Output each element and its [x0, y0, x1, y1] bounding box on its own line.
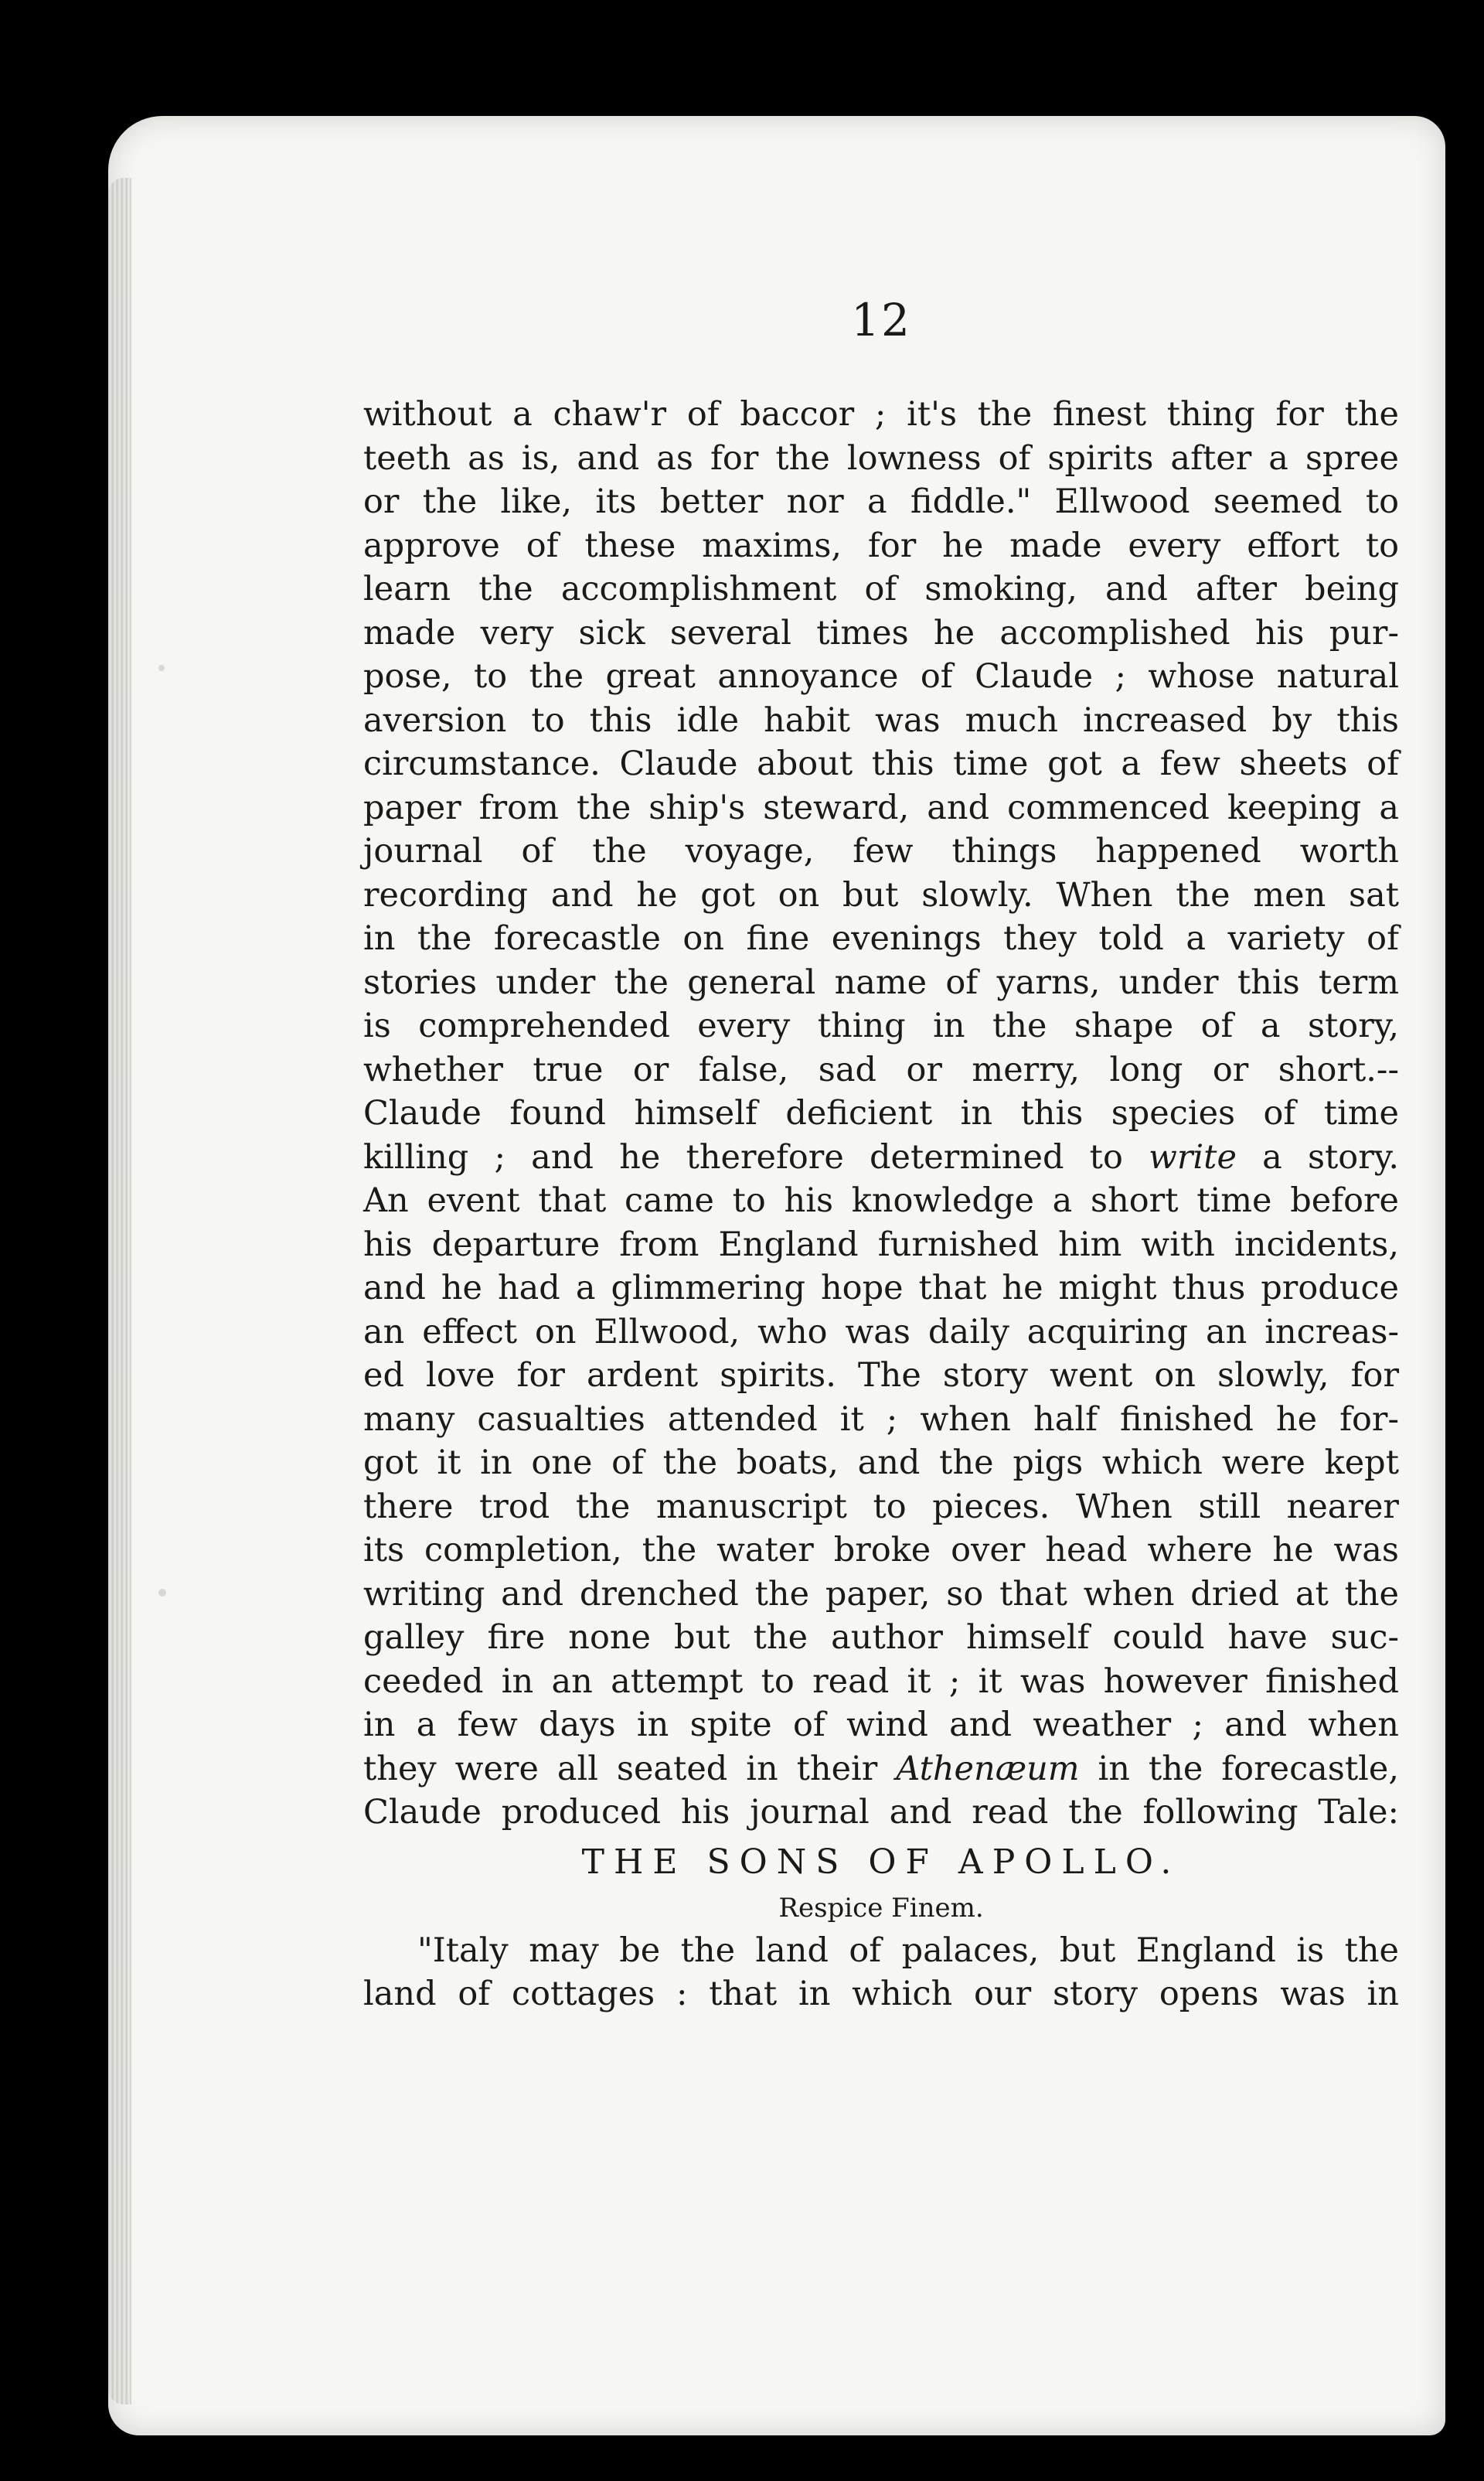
text-line: paper from the ship's steward, and commenced keeping a — [363, 788, 1399, 827]
text-line: its completion, the water broke over head where he was — [363, 1531, 1399, 1569]
text-line: journal of the voyage, few things happened worth — [363, 832, 1399, 871]
text-line: and he had a glimmering hope that he might thus produce — [363, 1269, 1399, 1307]
text-line: his departure from England furnished him with incidents, — [363, 1225, 1399, 1264]
text-line: learn the accomplishment of smoking, and after being — [363, 570, 1399, 608]
story-title: THE SONS OF APOLLO. — [581, 1842, 1181, 1882]
text-line: got it in one of the boats, and the pigs which were kept — [363, 1443, 1399, 1482]
text-line: in a few days in spite of wind and weather ; and when — [363, 1706, 1399, 1744]
text-line: in the forecastle on fine evenings they told a variety of — [363, 919, 1399, 958]
text-line: ceeded in an attempt to read it ; it was however finished — [363, 1661, 1399, 1701]
text-line: made very sick several times he accomplished his pur- — [363, 613, 1399, 653]
text-line: stories under the general name of yarns, under this term — [363, 963, 1399, 1002]
text-line: An event that came to his knowledge a short time before — [363, 1181, 1399, 1220]
text-segment: in the forecastle, — [1098, 1749, 1399, 1788]
text-line: teeth as is, and as for the lowness of spirits after a spree — [363, 438, 1399, 478]
text-line: many casualties attended it ; when half finished he for- — [363, 1399, 1399, 1439]
text-line: without a chaw'r of baccor ; it's the finest thing for the — [363, 395, 1399, 434]
text-line: recording and he got on but slowly. When the men sat — [363, 875, 1399, 915]
text-line: galley fire none but the author himself could have suc- — [363, 1618, 1399, 1657]
story-motto: Respice Finem. — [778, 1892, 984, 1924]
text-line: aversion to this idle habit was much increased by this — [363, 700, 1399, 740]
text-line: Claude produced his journal and read the following Tale: — [363, 1793, 1399, 1832]
text-line: pose, to the great annoyance of Claude ; whose natural — [363, 657, 1399, 696]
text-line: is comprehended every thing in the shape of a story, — [363, 1007, 1399, 1045]
text-line: approve of these maxims, for he made every effort to — [363, 526, 1399, 565]
text-line: circumstance. Claude about this time got a few sheets of — [363, 745, 1399, 783]
text-line: whether true or false, sad or merry, long or short.-- — [363, 1050, 1399, 1089]
text-line: writing and drenched the paper, so that when dried at the — [363, 1574, 1399, 1614]
text-segment: killing ; and he therefore determined to — [363, 1137, 1123, 1177]
text-line — [363, 1136, 1399, 1180]
text-line: an effect on Ellwood, who was daily acquiring an increas- — [363, 1312, 1399, 1351]
page-edge — [108, 178, 131, 2404]
gutter-mark — [158, 665, 165, 671]
text-segment: a story. — [1262, 1137, 1400, 1177]
page-number: 12 — [851, 294, 911, 346]
text-line: Claude found himself deficient in this species of time — [363, 1094, 1399, 1133]
gutter-mark — [158, 1589, 166, 1597]
text-line: "Italy may be the land of palaces, but England is the — [417, 1931, 1399, 1970]
text-line: ed love for ardent spirits. The story went on slowly, for — [363, 1356, 1399, 1395]
text-line: there trod the manuscript to pieces. When still nearer — [363, 1487, 1399, 1526]
italic-word: write — [1149, 1137, 1237, 1177]
text-block — [363, 294, 1399, 2016]
text-line: land of cottages : that in which our story opens was in — [363, 1975, 1399, 2013]
italic-word: Athenæum — [896, 1749, 1080, 1788]
text-segment: they were all seated in their — [363, 1749, 878, 1788]
text-line — [363, 1747, 1399, 1791]
text-line: or the like, its better nor a fiddle." Ellwood seemed to — [363, 482, 1399, 521]
